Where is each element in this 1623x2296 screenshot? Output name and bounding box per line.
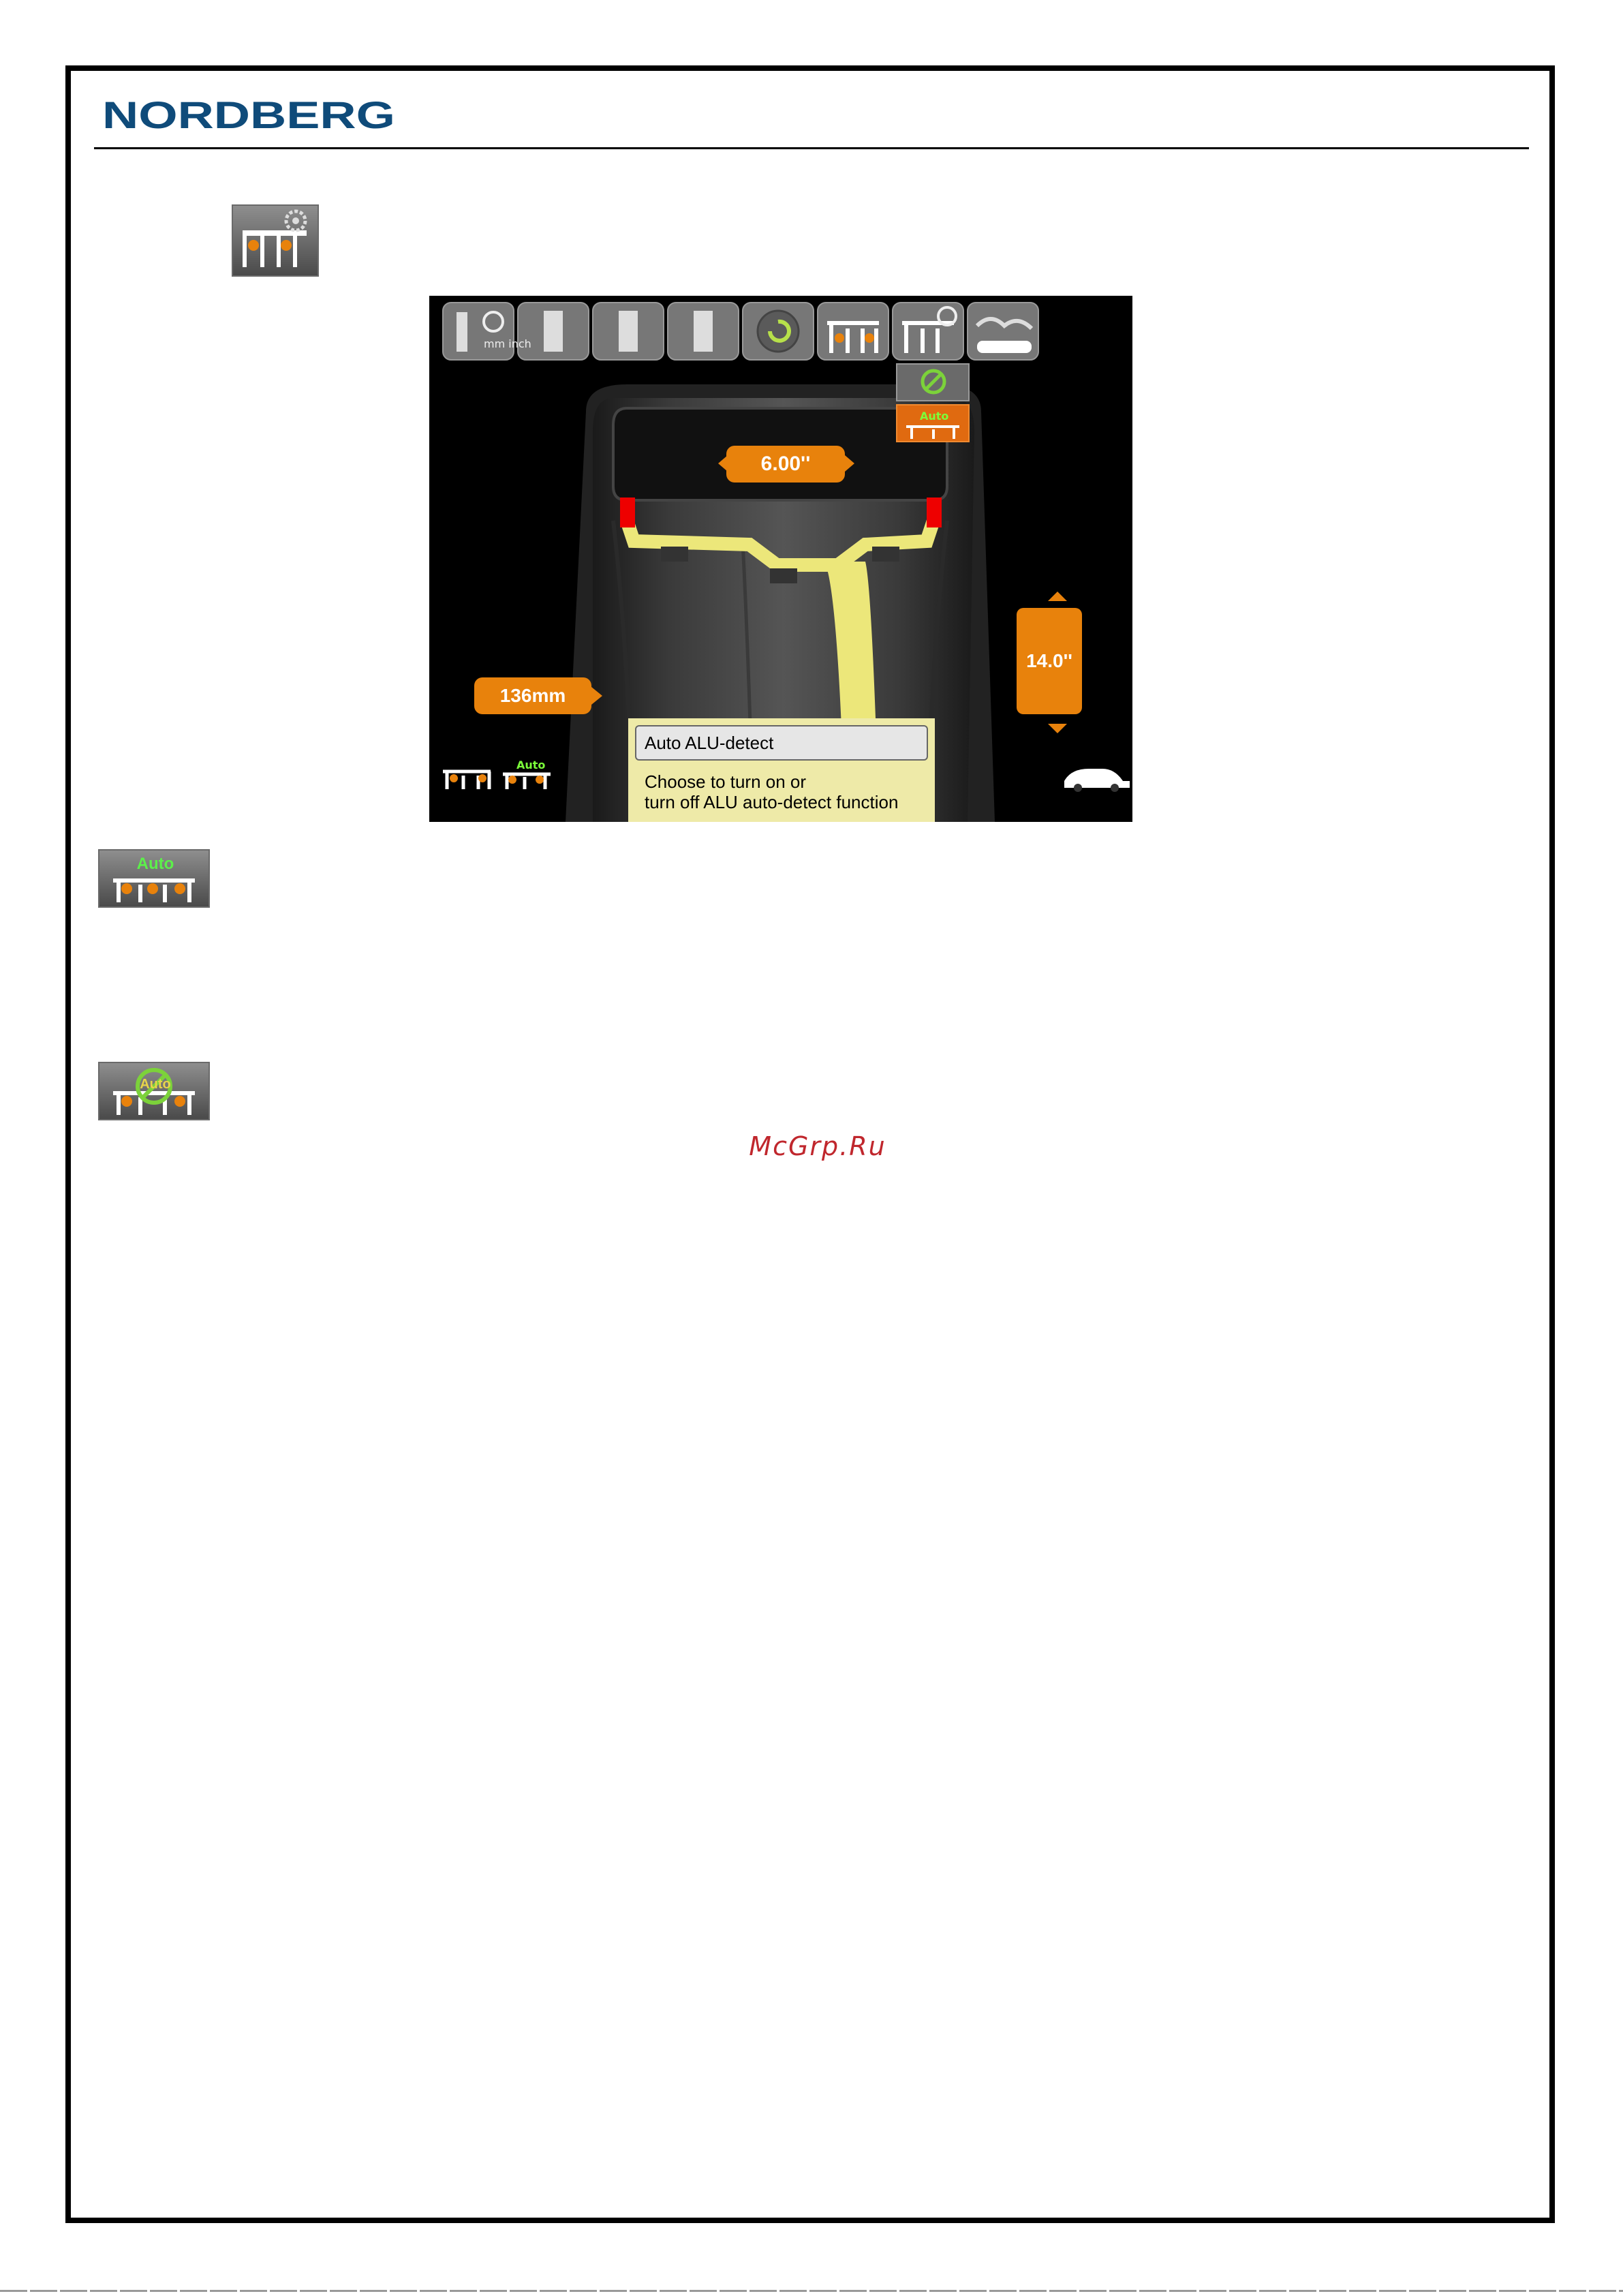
rim-icon: [619, 311, 638, 352]
header-rule: [94, 147, 1529, 149]
car-icon: [1064, 769, 1130, 788]
car-icon: [977, 341, 1032, 353]
tooltip-title: Auto ALU-detect: [635, 725, 928, 761]
back-arrow-icon: [758, 311, 799, 352]
auto-on-text: Auto: [136, 855, 174, 873]
nordberg-logo: [102, 95, 402, 134]
auto-alu-off-icon: [98, 1062, 210, 1120]
page-bottom-edge: [0, 2290, 1623, 2292]
rim-icon: [544, 311, 563, 352]
rim-icon: [457, 312, 467, 352]
rim-icon: [694, 311, 713, 352]
tooltip-line-2: turn off ALU auto-detect function: [645, 792, 899, 812]
rim-diameter-value: 14.0'': [1026, 650, 1072, 671]
rim-width-value: 6.00'': [760, 453, 811, 475]
auto-off-text: Auto: [140, 1077, 171, 1092]
auto-alu-on-icon: [98, 849, 210, 908]
toolbar-button-0[interactable]: [443, 303, 514, 360]
auto-on-label: Auto: [920, 410, 949, 423]
balancer-screen: [429, 296, 1132, 822]
tooltip-line-1: Choose to turn on or: [645, 771, 807, 792]
toolbar: [443, 303, 1038, 360]
unit-label: mm inch: [484, 337, 531, 350]
tooltip: [628, 718, 935, 822]
auto-indicator-label: Auto: [516, 759, 546, 771]
alu-settings-icon: [232, 204, 319, 277]
rim-distance-value: 136mm: [499, 685, 566, 706]
watermark: McGrp.Ru: [749, 1131, 886, 1161]
svg-text:NORDBERG: NORDBERG: [102, 95, 395, 134]
